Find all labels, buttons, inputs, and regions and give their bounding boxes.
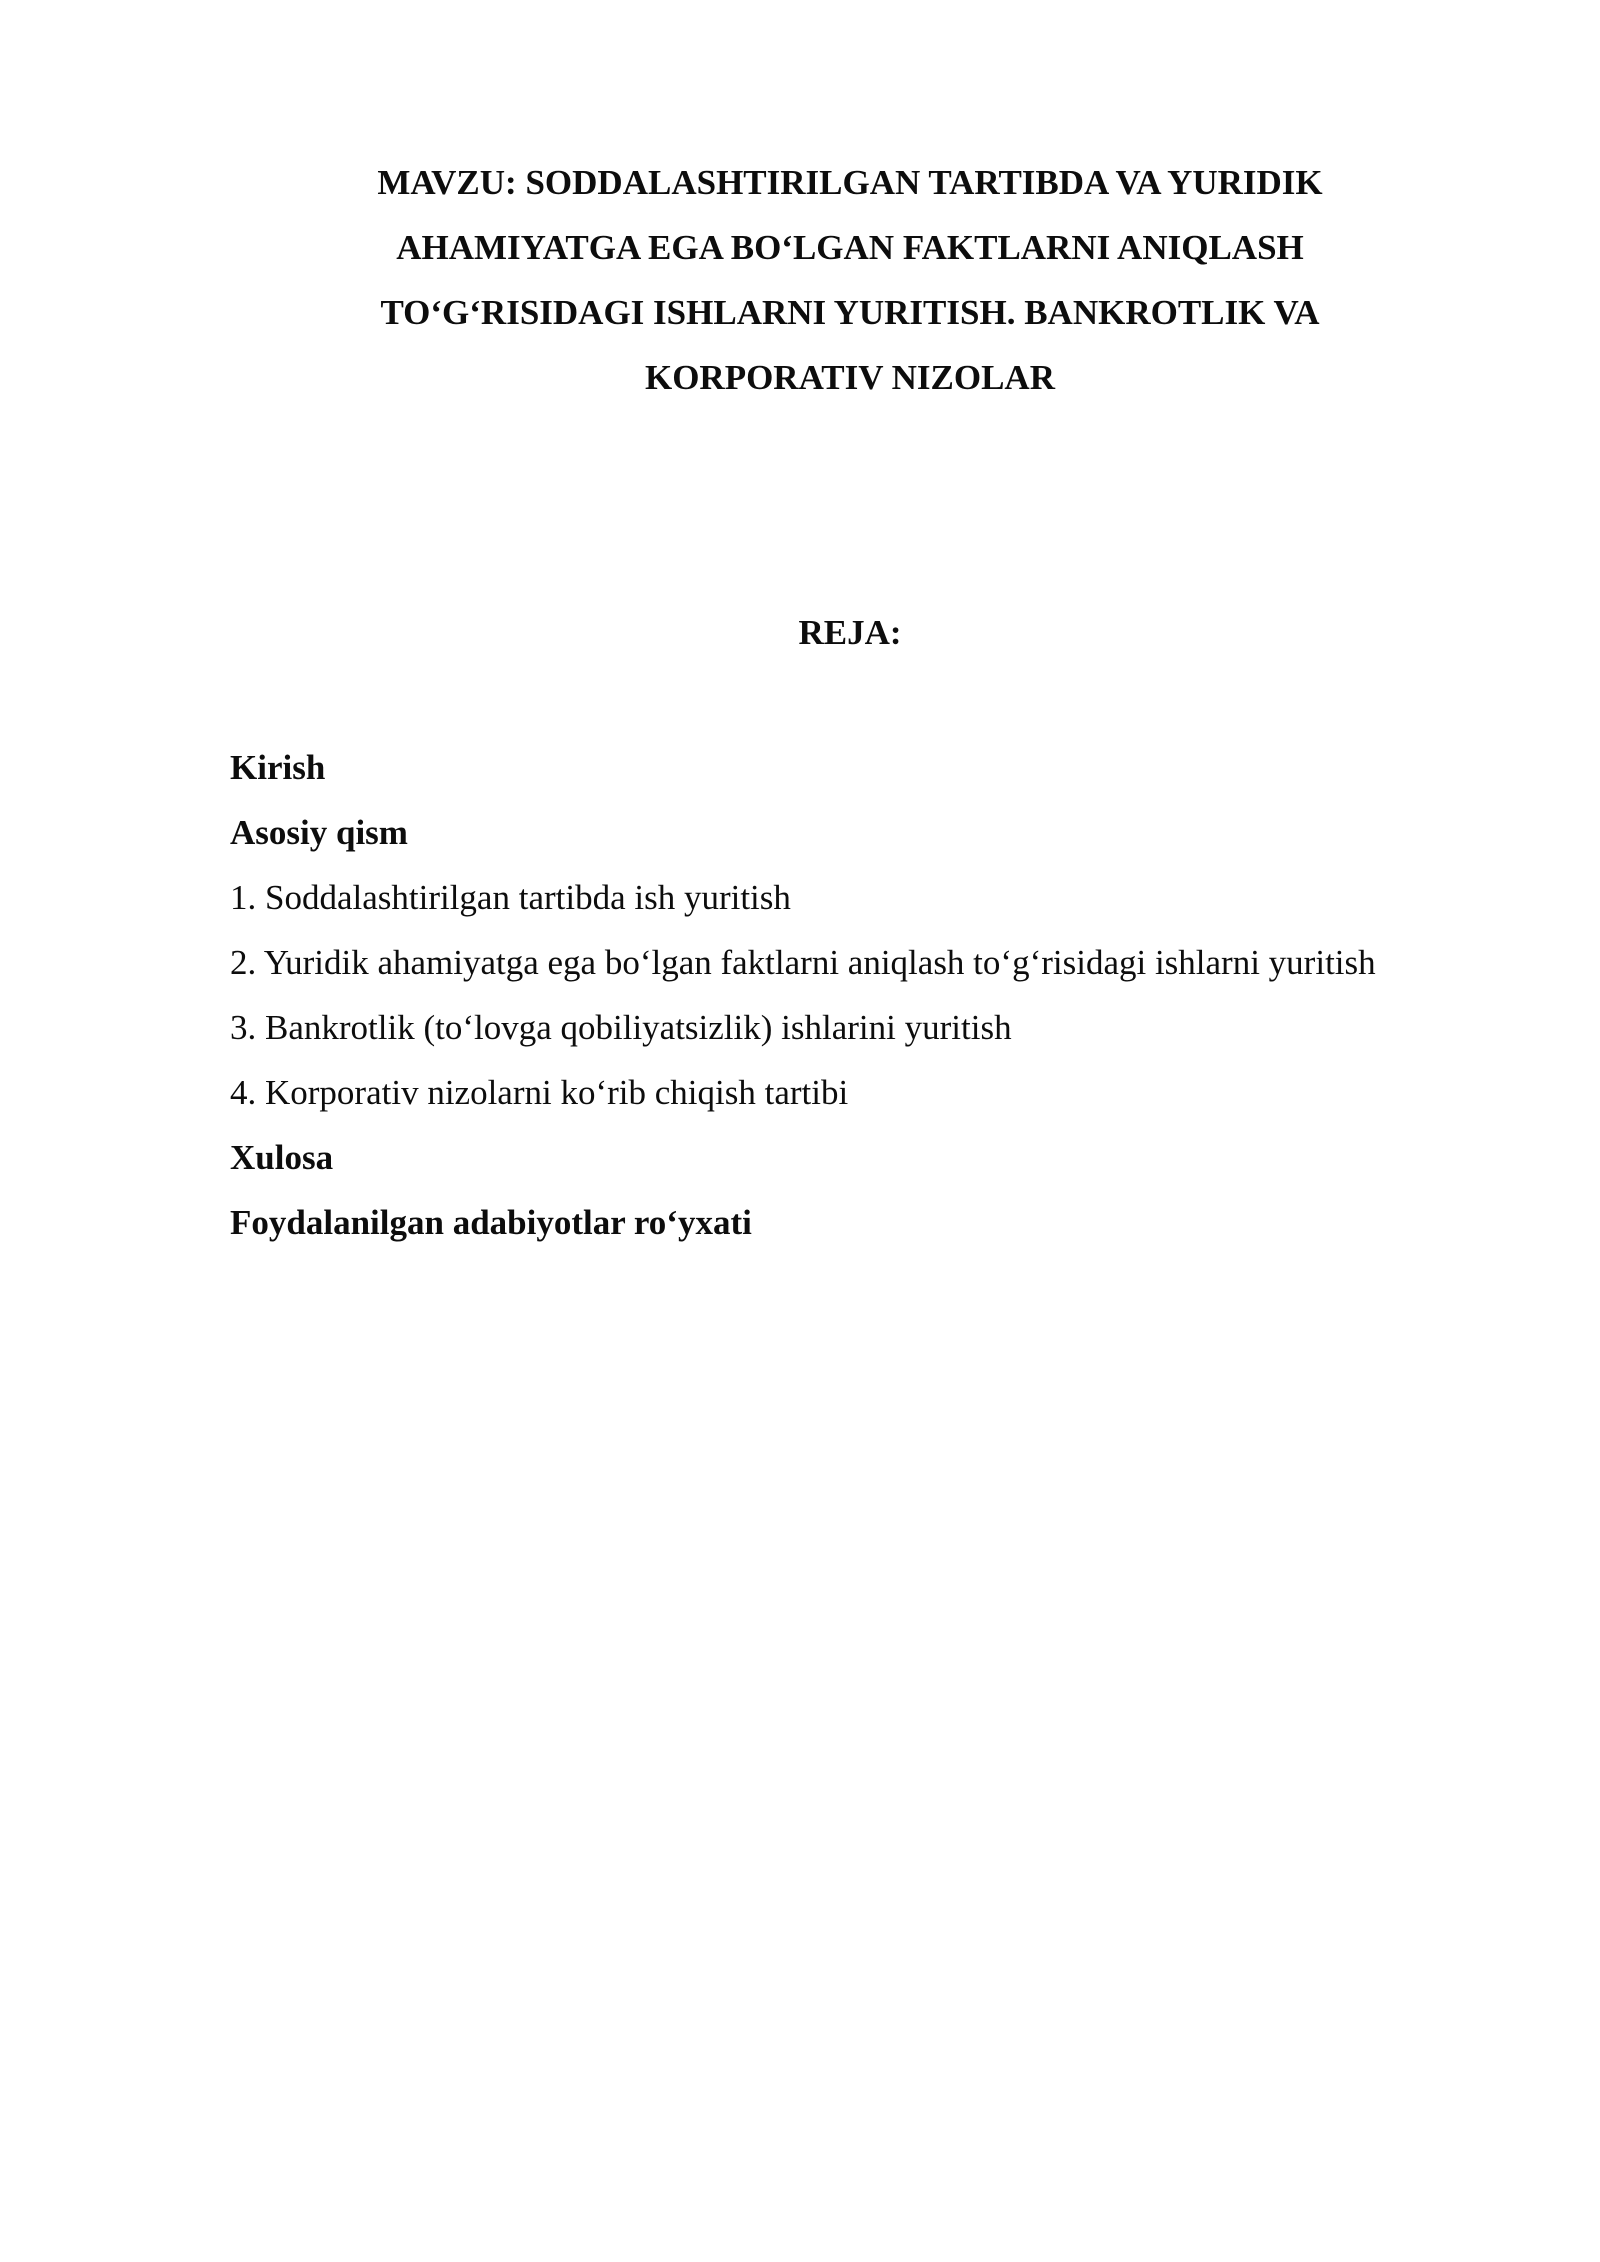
plan-heading: REJA: — [798, 613, 902, 652]
plan-item-main-part: Asosiy qism — [230, 813, 408, 852]
plan-item-references: Foydalanilgan adabiyotlar ro‘yxati — [230, 1203, 752, 1242]
plan-item-conclusion: Xulosa — [230, 1138, 334, 1177]
plan-item-1: 1. Soddalashtirilgan tartibda ish yuritish — [230, 878, 791, 917]
title-line: AHAMIYATGA EGA BO‘LGAN FAKTLARNI ANIQLASH — [396, 228, 1304, 267]
plan-item-3: 3. Bankrotlik (to‘lovga qobiliyatsizlik) ishlarini yuritish — [230, 1008, 1012, 1047]
plan-list — [230, 735, 1530, 1255]
document-title — [330, 150, 1370, 410]
title-line: KORPORATIV NIZOLAR — [644, 358, 1055, 397]
plan-item-introduction: Kirish — [230, 748, 326, 787]
title-line: TO‘G‘RISIDAGI ISHLARNI YURITISH. BANKROTLIK VA — [380, 293, 1320, 332]
plan-item-2: 2. Yuridik ahamiyatga ega bo‘lgan faktlarni aniqlash to‘g‘risidagi ishlarni yuritish — [230, 943, 1376, 982]
title-line: MAVZU: SODDALASHTIRILGAN TARTIBDA VA YURIDIK — [377, 163, 1323, 202]
plan-item-4: 4. Korporativ nizolarni ko‘rib chiqish tartibi — [230, 1073, 849, 1112]
